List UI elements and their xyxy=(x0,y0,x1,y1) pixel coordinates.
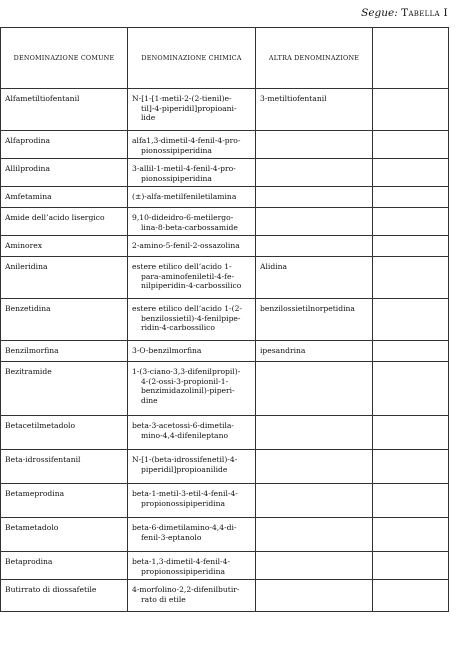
cell-altra-denominazione xyxy=(256,362,373,416)
chemical-name-line: N-[1-[1-metil-2-(2-tienil)e- xyxy=(132,94,232,103)
cell-denominazione-comune: Aminorex xyxy=(1,236,128,257)
table-row xyxy=(1,552,449,580)
cell-denominazione-comune: Betametadolo xyxy=(1,518,128,552)
cell-denominazione-chimica xyxy=(128,236,256,257)
chemical-name-line: para-aminofeniletil-4-fe- xyxy=(141,271,235,281)
cell-denominazione-comune: Betacetilmetadolo xyxy=(1,416,128,450)
cell-blank xyxy=(373,362,449,416)
table-row xyxy=(1,131,449,159)
chemical-name-line: benzimidazolinil)-piperi- xyxy=(141,386,235,396)
cell-blank xyxy=(373,131,449,159)
cell-blank xyxy=(373,159,449,187)
chemical-name-line: 3-allil-1-metil-4-fenil-4-pro- xyxy=(132,164,236,173)
header-denominazione-comune: DENOMINAZIONE COMUNE xyxy=(1,28,128,89)
table-row xyxy=(1,341,449,362)
cell-altra-denominazione xyxy=(256,416,373,450)
cell-altra-denominazione xyxy=(256,552,373,580)
table-row xyxy=(1,362,449,416)
chemical-name-line: propionossipiperidina xyxy=(141,566,226,576)
segue-label: Segue: xyxy=(361,7,398,19)
chemical-name-line: alfa1,3-dimetil-4-fenil-4-pro- xyxy=(132,136,241,145)
chemical-name-line: 3-O-benzilmorfina xyxy=(132,346,202,355)
cell-altra-denominazione: 3-metiltiofentanil xyxy=(256,89,373,131)
chemical-name-line: fenil-3-eptanolo xyxy=(141,532,202,542)
cell-altra-denominazione xyxy=(256,208,373,236)
cell-denominazione-comune: Anileridina xyxy=(1,257,128,299)
cell-denominazione-comune: Butirrato di diossafetile xyxy=(1,580,128,612)
chemical-name-line: 4-(2-ossi-3-propionil-1- xyxy=(141,376,229,386)
substances-table xyxy=(0,27,449,612)
chemical-name-line: (±)-alfa-metilfeniletilamina xyxy=(132,192,237,201)
cell-blank xyxy=(373,552,449,580)
cell-altra-denominazione: Alidina xyxy=(256,257,373,299)
cell-denominazione-chimica xyxy=(128,131,256,159)
cell-altra-denominazione: benzilossietilnorpetidina xyxy=(256,299,373,341)
cell-denominazione-chimica xyxy=(128,362,256,416)
table-row xyxy=(1,89,449,131)
cell-denominazione-chimica xyxy=(128,89,256,131)
table-row xyxy=(1,484,449,518)
chemical-name-line: nilpiperidin-4-carbossilico xyxy=(141,281,242,291)
chemical-name-line: estere etilico dell’acido 1-(2- xyxy=(132,304,242,313)
cell-blank xyxy=(373,208,449,236)
chemical-name-line: estere etilico dell’acido 1- xyxy=(132,262,232,271)
header-blank xyxy=(373,28,449,89)
cell-denominazione-comune: Bezitramide xyxy=(1,362,128,416)
cell-denominazione-chimica xyxy=(128,450,256,484)
chemical-name-line: mino-4,4-difenileptano xyxy=(141,430,229,440)
table-row xyxy=(1,580,449,612)
chemical-name-line: dine xyxy=(141,395,158,405)
table-row xyxy=(1,208,449,236)
cell-blank xyxy=(373,89,449,131)
cell-altra-denominazione xyxy=(256,484,373,518)
chemical-name-line: lina-8-beta-carbossamide xyxy=(141,222,238,232)
chemical-name-line: beta-6-dimetilamino-4,4-di- xyxy=(132,523,237,532)
header-altra-denominazione: ALTRA DENOMINAZIONE xyxy=(256,28,373,89)
chemical-name-line: beta-1,3-dimetil-4-fenil-4- xyxy=(132,557,231,566)
cell-altra-denominazione xyxy=(256,518,373,552)
cell-altra-denominazione xyxy=(256,236,373,257)
table-row xyxy=(1,159,449,187)
cell-blank xyxy=(373,236,449,257)
table-row xyxy=(1,299,449,341)
table-row xyxy=(1,450,449,484)
table-body xyxy=(1,89,449,612)
cell-denominazione-chimica xyxy=(128,580,256,612)
chemical-name-line: 1-(3-ciano-3,3-difenilpropil)- xyxy=(132,367,241,376)
chemical-name-line: beta-3-acetossi-6-dimetila- xyxy=(132,421,234,430)
table-row xyxy=(1,257,449,299)
running-head xyxy=(361,7,448,19)
chemical-name-line: lide xyxy=(141,113,156,123)
cell-denominazione-comune: Allilprodina xyxy=(1,159,128,187)
cell-altra-denominazione xyxy=(256,159,373,187)
table-row xyxy=(1,187,449,208)
chemical-name-line: piperidil]propioanilide xyxy=(141,464,228,474)
cell-blank xyxy=(373,257,449,299)
cell-denominazione-comune: Betaprodina xyxy=(1,552,128,580)
cell-denominazione-comune: Alfaprodina xyxy=(1,131,128,159)
cell-altra-denominazione xyxy=(256,187,373,208)
chemical-name-line: pionossipiperidina xyxy=(141,173,212,183)
chemical-name-line: 4-morfolino-2,2-difenilbutir- xyxy=(132,585,240,594)
cell-blank xyxy=(373,187,449,208)
chemical-name-line: propionossipiperidina xyxy=(141,498,226,508)
cell-blank xyxy=(373,484,449,518)
cell-blank xyxy=(373,299,449,341)
table-row xyxy=(1,416,449,450)
cell-denominazione-comune: Benzilmorfina xyxy=(1,341,128,362)
chemical-name-line: 2-amino-5-fenil-2-ossazolina xyxy=(132,241,240,250)
chemical-name-line: rato di etile xyxy=(141,594,186,604)
cell-denominazione-chimica xyxy=(128,159,256,187)
table-label: Tabella I xyxy=(401,7,448,19)
cell-denominazione-chimica xyxy=(128,341,256,362)
chemical-name-line: til]-4-piperidil]propioani- xyxy=(141,103,237,113)
cell-denominazione-comune: Beta-idrossifentanil xyxy=(1,450,128,484)
cell-denominazione-comune: Betameprodina xyxy=(1,484,128,518)
cell-blank xyxy=(373,416,449,450)
chemical-name-line: N-[1-(beta-idrossifenetil)-4- xyxy=(132,455,238,464)
table-header-row xyxy=(1,28,449,89)
cell-denominazione-chimica xyxy=(128,416,256,450)
cell-denominazione-chimica xyxy=(128,518,256,552)
cell-denominazione-comune: Amide dell’acido lisergico xyxy=(1,208,128,236)
chemical-name-line: beta-1-metil-3-etil-4-fenil-4- xyxy=(132,489,238,498)
table-row xyxy=(1,236,449,257)
chemical-name-line: pionossipiperidina xyxy=(141,145,212,155)
header-denominazione-chimica: DENOMINAZIONE CHIMICA xyxy=(128,28,256,89)
cell-denominazione-chimica xyxy=(128,552,256,580)
table-row xyxy=(1,518,449,552)
cell-altra-denominazione xyxy=(256,450,373,484)
cell-denominazione-comune: Benzetidina xyxy=(1,299,128,341)
chemical-name-line: benzilossietil)-4-fenilpipe- xyxy=(141,313,241,323)
cell-altra-denominazione xyxy=(256,580,373,612)
cell-denominazione-chimica xyxy=(128,484,256,518)
cell-altra-denominazione xyxy=(256,131,373,159)
cell-denominazione-chimica xyxy=(128,257,256,299)
cell-altra-denominazione: ipesandrina xyxy=(256,341,373,362)
cell-blank xyxy=(373,518,449,552)
chemical-name-line: ridin-4-carbossilico xyxy=(141,323,215,333)
cell-denominazione-chimica xyxy=(128,187,256,208)
cell-blank xyxy=(373,341,449,362)
cell-blank xyxy=(373,580,449,612)
cell-denominazione-comune: Amfetamina xyxy=(1,187,128,208)
cell-denominazione-chimica xyxy=(128,299,256,341)
chemical-name-line: 9,10-dideidro-6-metilergo- xyxy=(132,213,234,222)
cell-denominazione-comune: Alfametiltiofentanil xyxy=(1,89,128,131)
cell-blank xyxy=(373,450,449,484)
cell-denominazione-chimica xyxy=(128,208,256,236)
